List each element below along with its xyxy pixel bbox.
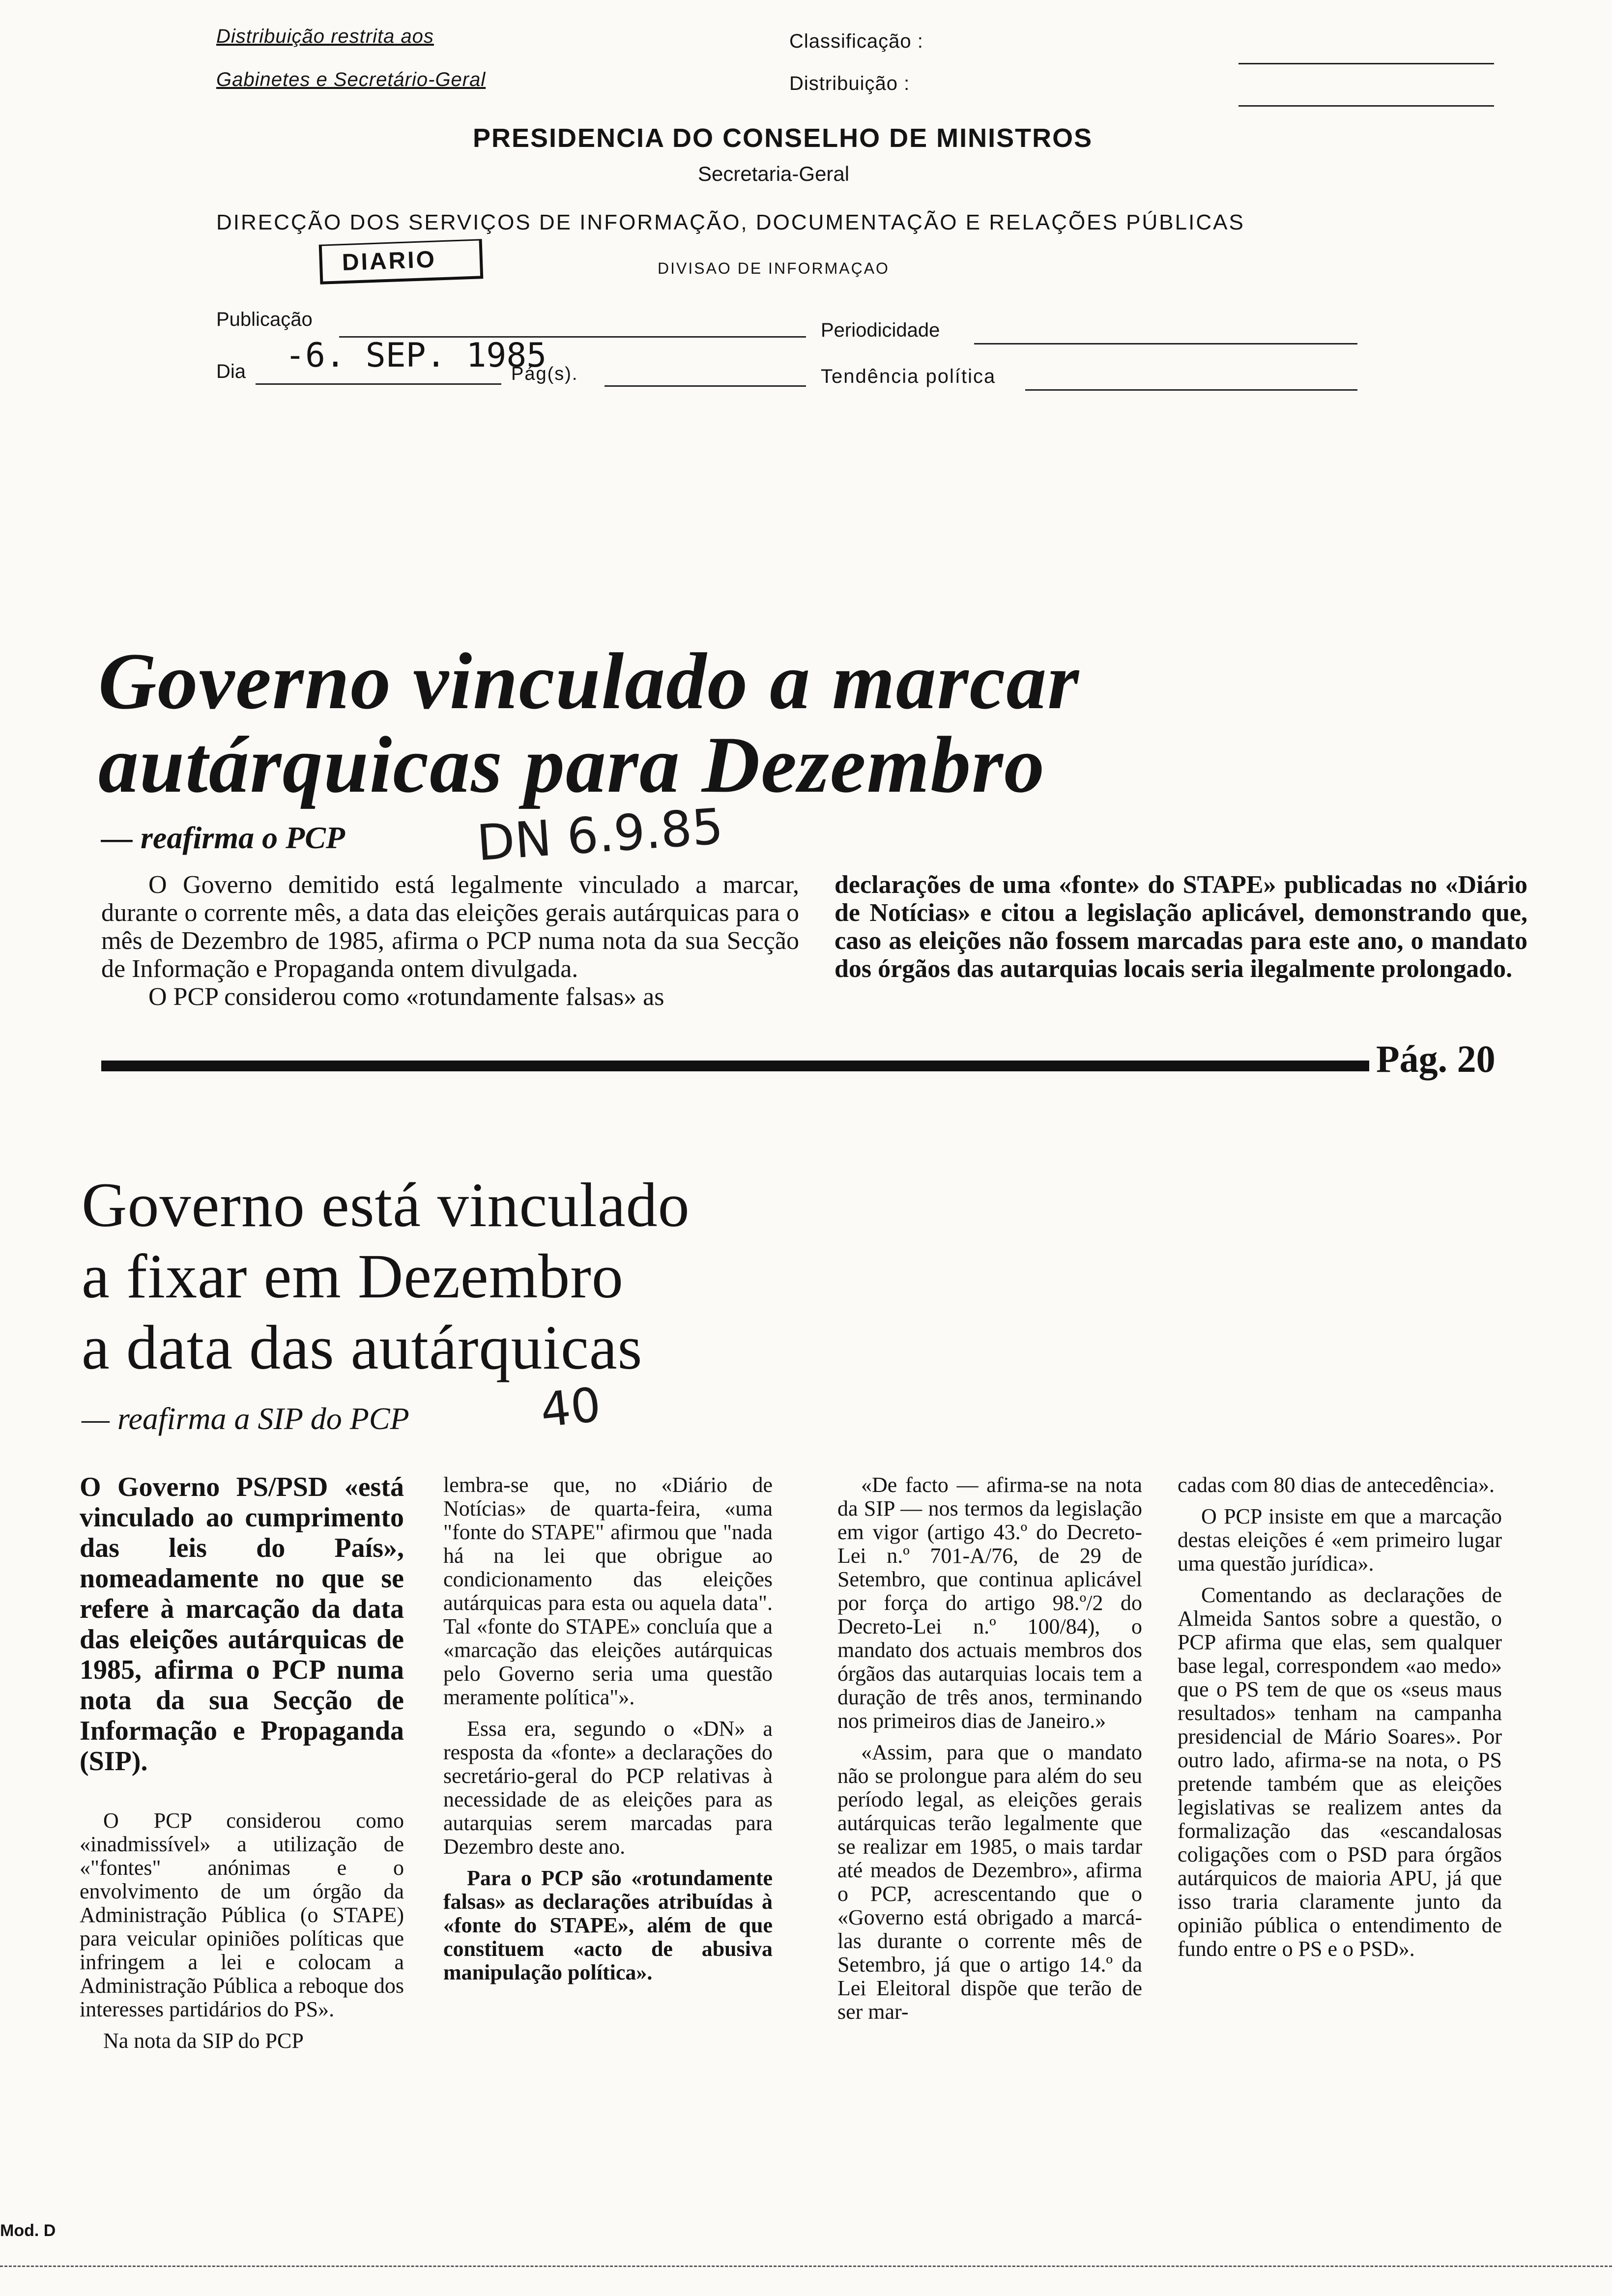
secretariat-title: Secretaria-Geral [698,162,850,185]
article1-left-column [101,871,799,1011]
article1-kicker: — reafirma o PCP [101,820,345,855]
article2-headline-line1: Governo está vinculado [82,1170,690,1240]
article1-left-p2: O PCP considerou como «rotundamente falsas» as [148,983,664,1011]
political-tendency-label: Tendência política [821,366,996,387]
article2-handwritten-note: 40 [538,1377,604,1438]
article1-headline-line1: Governo vinculado a marcar [98,637,1080,726]
political-tendency-field [1025,389,1357,391]
article2-col1-p1: O PCP considerou como «inadmissível» a utilização de «"fontes" anónimas e o envolvimento de um órgão da Administração Pública (o STAPE) para veicular opiniões políticas que infringem a lei e colocam a Administração Pública a reboque dos interesses partidários do PS». [80,1808,404,2021]
periodicity-field [974,343,1357,344]
article2-column-4 [1178,1473,1502,1969]
article2-col4-p3: Comentando as declarações de Almeida Santos sobre a questão, o PCP afirma que elas, sem qualquer base legal, correspondem «ao medo» que o PS tem de que os «seus maus resultados» tenham na campanha presidencial de Mário Soares». Por outro lado, afirma-se na nota, o PS pretende também que as eleições legislativas se realizem antes da formalização das «escandalosas coligações com o PSD para órgãos autárquicos de maioria APU, já que isso traria claramente junto da opinião pública o entendimento de fundo entre o PS e o PSD». [1178,1583,1502,1961]
article2-col1-p2: Na nota da SIP do PCP [103,2029,304,2053]
article2-column-2 [443,1473,773,1992]
diario-stamp [319,239,484,285]
direction-title: DIRECÇÃO DOS SERVIÇOS DE INFORMAÇÃO, DOCUMENTAÇÃO E RELAÇÕES PÚBLICAS [216,210,1245,234]
distribution-label: Distribuição : [789,73,910,94]
article2-col2-p2: Essa era, segundo o «DN» a resposta da «fonte» a declarações do secretário-geral do PCP relativas à necessidade de as eleições para as autarquias serem marcadas para Dezembro deste ano. [443,1717,773,1859]
distribution-rule [1238,105,1494,107]
publication-label: Publicação [216,309,313,330]
pages-label: Pág(s). [511,364,578,384]
article2-column-3 [837,1473,1142,2032]
article1-right-column: declarações de uma «fonte» do STAPE» publicadas no «Diário de Notícias» e citou a legislação aplicável, demonstrando que, caso as eleições não fossem marcadas para este ano, o mandato dos órgãos das autarquias locais seria ilegalmente prolongado. [835,871,1527,983]
article2-headline-line3: a data das autárquicas [82,1313,643,1382]
article2-lead: O Governo PS/PSD «está vinculado ao cumprimento das leis do País», nomeadamente no que se refere à marcação da data das eleições autárquicas de 1985, afirma o PCP numa nota da sua Secção de Informação e Propaganda (SIP). [80,1472,404,1777]
article2-column-1 [80,1472,404,2061]
article1-page-ref: Pág. 20 [1376,1037,1496,1080]
article2-col4-p1: cadas com 80 dias de antecedência». [1178,1473,1495,1497]
article2-col4-p2: O PCP insiste em que a marcação destas eleições é «em primeiro lugar uma questão jurídica». [1178,1504,1502,1576]
pages-field [604,385,806,387]
article2-kicker: — reafirma a SIP do PCP [82,1401,409,1436]
footer-edge-rule [0,2266,1612,2267]
form-code: Mod. D [0,2221,56,2240]
article2-col3-p2: «Assim, para que o mandato não se prolongue para além do seu período legal, as eleições gerais autárquicas terão legalmente que se realizar em 1985, o mais tardar até meados de Dezembro», afirma o PCP, acrescentando que o «Governo está obrigado a marcá-las durante o corrente mês de Setembro, já que o artigo 14.º da Lei Eleitoral dispõe que terão de ser mar- [837,1740,1142,2024]
day-label: Dia [216,361,246,382]
distribution-note-line1: Distribuição restrita aos [216,26,434,47]
article1-bottom-rule [101,1061,1369,1071]
article1-headline-line2: autárquicas para Dezembro [98,720,1046,809]
article2-col2-p1: lembra-se que, no «Diário de Notícias» de quarta-feira, «uma "fonte do STAPE" afirmou que "nada há na lei que obrigue ao condicionamento das eleições autárquicas para esta ou aquela data". Tal «fonte do STAPE» concluía que a «marcação das eleições autárquicas pelo Governo seria uma questão meramente política"». [443,1473,773,1709]
presidency-title: PRESIDENCIA DO CONSELHO DE MINISTROS [473,123,1093,153]
periodicity-label: Periodicidade [821,319,940,341]
classification-rule [1238,63,1494,64]
classification-label: Classificação : [789,30,923,52]
article2-col2-p3: Para o PCP são «rotundamente falsas» as declarações atribuídas à «fonte do STAPE», além de que constituem «acto de abusiva manipulação política». [443,1866,773,1984]
day-field [256,383,501,385]
article1-left-p1: O Governo demitido está legalmente vinculado a marcar, durante o corrente mês, a data das eleições gerais autárquicas para o mês de Dezembro de 1985, afirma o PCP numa nota da sua Secção de Informação e Propaganda ontem divulgada. [101,871,799,983]
date-stamp: -6. SEP. 1985 [285,336,547,375]
distribution-note-line2: Gabinetes e Secretário-Geral [216,69,486,90]
diario-stamp-label: DIARIO [342,246,437,276]
article2-headline-line2: a fixar em Dezembro [82,1241,624,1311]
division-title: DIVISAO DE INFORMAÇAO [658,259,890,277]
article2-col3-p1: «De facto — afirma-se na nota da SIP — nos termos da legislação em vigor (artigo 43.º do Decreto-Lei n.º 701-A/76, de 29 de Setembro, que continua aplicável por força do artigo 98.º/2 do Decreto-Lei n.º 100/84), o mandato dos actuais membros dos órgãos das autarquias locais tem a duração de três anos, terminando nos primeiros dias de Janeiro.» [837,1473,1142,1733]
article1-handwritten-note: DN 6.9.85 [475,797,725,872]
